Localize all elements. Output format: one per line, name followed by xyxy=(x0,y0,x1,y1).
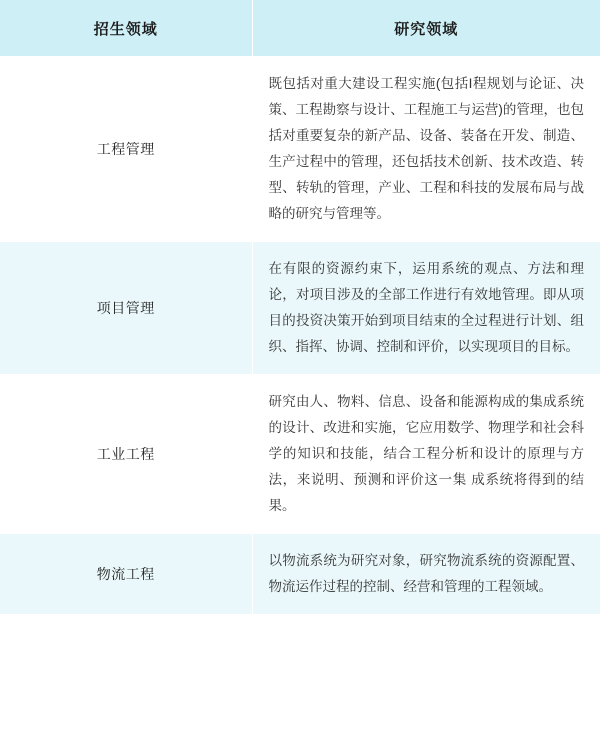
cell-admission-field: 工业工程 xyxy=(0,375,252,534)
table-row xyxy=(0,375,600,534)
table-body xyxy=(0,57,600,615)
cell-research-area: 以物流系统为研究对象，研究物流系统的资源配置、物流运作过程的控制、经营和管理的工程领域。 xyxy=(252,534,600,615)
header-admission-field: 招生领域 xyxy=(0,0,252,57)
header-row xyxy=(0,0,600,57)
cell-admission-field: 项目管理 xyxy=(0,242,252,375)
cell-research-area: 既包括对重大建设工程实施(包括I程规划与论证、决策、工程勘察与设计、工程施工与运营)的管理，也包括对重要复杂的新产品、设备、装备在开发、制造、生产过程中的管理，还包括技术创新、技术改造、转型、转轨的管理，产业、工程和科技的发展布局与战略的研究与管理等。 xyxy=(252,57,600,242)
cell-research-area: 在有限的资源约束下，运用系统的观点、方法和理论，对项目涉及的全部工作进行有效地管理。即从项目的投资决策开始到项目结束的全过程进行计划、组织、指挥、协调、控制和评价，以实现项目的目标。 xyxy=(252,242,600,375)
table-row xyxy=(0,242,600,375)
table-header xyxy=(0,0,600,57)
cell-research-area: 研究由人、物料、信息、设备和能源构成的集成系统的设计、改进和实施，它应用数学、物理学和社会科学的知识和技能，结合工程分析和设计的原理与方法，来说明、预测和评价这一集 成系统将得到的结果。 xyxy=(252,375,600,534)
table-row xyxy=(0,534,600,615)
header-research-area: 研究领域 xyxy=(252,0,600,57)
cell-admission-field: 物流工程 xyxy=(0,534,252,615)
table-row xyxy=(0,57,600,242)
cell-admission-field: 工程管理 xyxy=(0,57,252,242)
